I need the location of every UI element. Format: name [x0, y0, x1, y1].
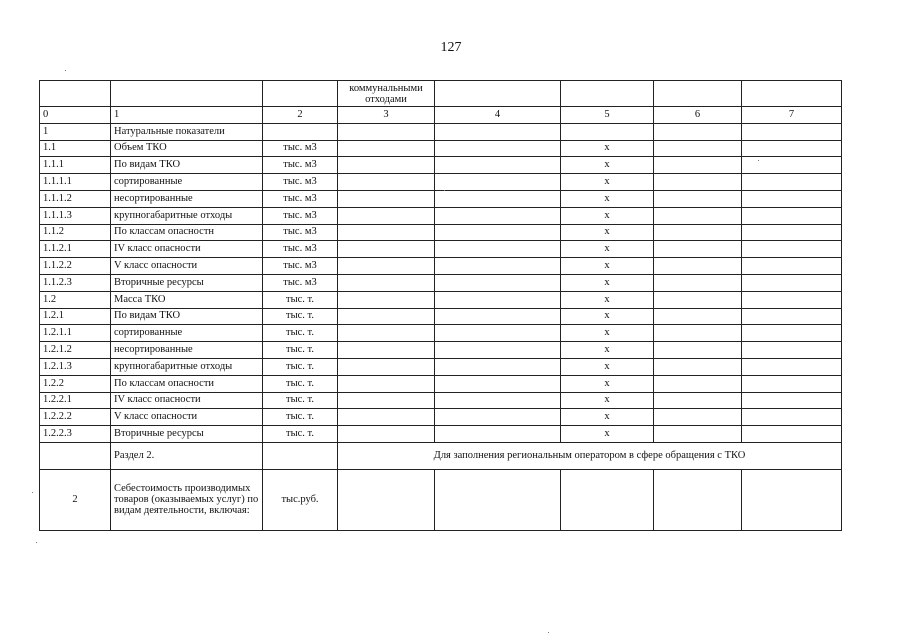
- empty-cell: [654, 469, 742, 530]
- column-number: 1: [111, 107, 263, 124]
- row-col5-mark: x: [561, 174, 654, 191]
- table-row: [40, 123, 842, 140]
- empty-cell: [654, 342, 742, 359]
- row-unit: тыс. м3: [263, 258, 338, 275]
- row-col5-mark: x: [561, 325, 654, 342]
- empty-cell: [742, 140, 842, 157]
- row-unit: тыс. т.: [263, 325, 338, 342]
- row-name: По видам ТКО: [111, 157, 263, 174]
- empty-cell: [435, 140, 561, 157]
- row-name: По классам опасности: [111, 375, 263, 392]
- section-row: [40, 442, 842, 469]
- row-col5-mark: x: [561, 258, 654, 275]
- empty-cell: [435, 409, 561, 426]
- column-number: 2: [263, 107, 338, 124]
- row-code: 1.1.2.1: [40, 241, 111, 258]
- empty-cell: [435, 325, 561, 342]
- row-name: сортированные: [111, 174, 263, 191]
- row-col5-mark: x: [561, 274, 654, 291]
- empty-cell: [435, 123, 561, 140]
- row-unit: тыс. м3: [263, 140, 338, 157]
- row-name: V класс опасности: [111, 409, 263, 426]
- scan-speck: [36, 542, 37, 543]
- row-code: 1.2.1.3: [40, 358, 111, 375]
- row-unit: тыс. т.: [263, 409, 338, 426]
- table-row: [40, 308, 842, 325]
- row-name: По видам ТКО: [111, 308, 263, 325]
- empty-cell: [338, 392, 435, 409]
- empty-cell: [654, 258, 742, 275]
- empty-cell: [654, 358, 742, 375]
- report-table: [39, 80, 842, 531]
- empty-cell: [742, 392, 842, 409]
- empty-cell: [742, 157, 842, 174]
- row-code: 1.2.2: [40, 375, 111, 392]
- table-row: [40, 375, 842, 392]
- row-col5-mark: x: [561, 190, 654, 207]
- empty-cell: [338, 409, 435, 426]
- row-code: 1.1.2.2: [40, 258, 111, 275]
- column-number: 6: [654, 107, 742, 124]
- column-number: 0: [40, 107, 111, 124]
- header-cell: [561, 81, 654, 107]
- empty-cell: [742, 174, 842, 191]
- empty-cell: [654, 140, 742, 157]
- row-unit: тыс. т.: [263, 392, 338, 409]
- empty-cell: [435, 207, 561, 224]
- empty-cell: [654, 174, 742, 191]
- empty-cell: [742, 325, 842, 342]
- row-unit: тыс. т.: [263, 342, 338, 359]
- empty-cell: [435, 291, 561, 308]
- row-code: 1.2: [40, 291, 111, 308]
- row-code: 1.2.2.1: [40, 392, 111, 409]
- page-number: 127: [440, 40, 462, 55]
- row-unit: тыс. м3: [263, 190, 338, 207]
- empty-cell: [435, 174, 561, 191]
- empty-cell: [742, 190, 842, 207]
- empty-cell: [654, 325, 742, 342]
- cost-row-name: Себестоимость производимых товаров (оказываемых услуг) по видам деятельности, включая:: [111, 469, 263, 530]
- row-unit: тыс. м3: [263, 274, 338, 291]
- column-number: 7: [742, 107, 842, 124]
- scan-speck: [548, 632, 549, 633]
- empty-cell: [435, 241, 561, 258]
- column-number: 4: [435, 107, 561, 124]
- column-number-row: [40, 107, 842, 124]
- empty-cell: [338, 140, 435, 157]
- scan-speck: [758, 160, 759, 161]
- row-unit: тыс. т.: [263, 375, 338, 392]
- row-unit: [263, 123, 338, 140]
- row-code: 1.2.2.2: [40, 409, 111, 426]
- table-row: [40, 207, 842, 224]
- table-row: [40, 426, 842, 443]
- row-code: 1.1.1.1: [40, 174, 111, 191]
- row-name: сортированные: [111, 325, 263, 342]
- row-name: Масса ТКО: [111, 291, 263, 308]
- row-col5-mark: x: [561, 157, 654, 174]
- row-code: 1: [40, 123, 111, 140]
- row-col5-mark: x: [561, 426, 654, 443]
- empty-cell: [654, 190, 742, 207]
- empty-cell: [435, 392, 561, 409]
- empty-cell: [338, 123, 435, 140]
- row-unit: тыс. т.: [263, 426, 338, 443]
- empty-cell: [654, 409, 742, 426]
- row-col5-mark: x: [561, 409, 654, 426]
- row-name: По классам опасностн: [111, 224, 263, 241]
- empty-cell: [338, 426, 435, 443]
- table-row: [40, 291, 842, 308]
- empty-cell: [742, 358, 842, 375]
- header-cell: [263, 81, 338, 107]
- table-row: [40, 342, 842, 359]
- cost-row-unit: тыс.руб.: [263, 469, 338, 530]
- empty-cell: [435, 308, 561, 325]
- row-unit: тыс. м3: [263, 241, 338, 258]
- empty-cell: [338, 325, 435, 342]
- cost-row-code: 2: [40, 469, 111, 530]
- header-cell: [742, 81, 842, 107]
- header-cell: [654, 81, 742, 107]
- column-number: 3: [338, 107, 435, 124]
- row-unit: тыс. т.: [263, 358, 338, 375]
- table-row: [40, 224, 842, 241]
- empty-cell: [654, 375, 742, 392]
- table-row: [40, 174, 842, 191]
- empty-cell: [435, 375, 561, 392]
- empty-cell: [435, 469, 561, 530]
- empty-cell: [742, 375, 842, 392]
- empty-cell: [338, 375, 435, 392]
- table-row: [40, 392, 842, 409]
- row-col5-mark: [561, 123, 654, 140]
- empty-cell: [654, 291, 742, 308]
- empty-cell: [338, 258, 435, 275]
- column-number: 5: [561, 107, 654, 124]
- table-row: [40, 274, 842, 291]
- row-name: несортированные: [111, 190, 263, 207]
- empty-cell: [435, 224, 561, 241]
- empty-cell: [338, 241, 435, 258]
- empty-cell: [654, 241, 742, 258]
- row-col5-mark: x: [561, 291, 654, 308]
- row-col5-mark: x: [561, 358, 654, 375]
- row-unit: тыс. м3: [263, 207, 338, 224]
- empty-cell: [654, 392, 742, 409]
- header-cell: [111, 81, 263, 107]
- empty-cell: [435, 157, 561, 174]
- empty-cell: [742, 258, 842, 275]
- empty-cell: [654, 123, 742, 140]
- header-cell: [435, 81, 561, 107]
- empty-cell: [654, 207, 742, 224]
- row-unit: тыс. м3: [263, 224, 338, 241]
- scan-speck: [32, 492, 33, 493]
- table-row: [40, 258, 842, 275]
- row-code: 1.1.2: [40, 224, 111, 241]
- table-row: [40, 157, 842, 174]
- empty-cell: [654, 157, 742, 174]
- empty-cell: [742, 274, 842, 291]
- row-code: 1.1.1.2: [40, 190, 111, 207]
- empty-cell: [338, 157, 435, 174]
- empty-cell: [742, 207, 842, 224]
- empty-cell: [435, 274, 561, 291]
- empty-cell: [742, 426, 842, 443]
- row-unit: тыс. т.: [263, 308, 338, 325]
- section-unit-cell: [263, 442, 338, 469]
- row-col5-mark: x: [561, 241, 654, 258]
- row-name: несортированные: [111, 342, 263, 359]
- empty-cell: [742, 224, 842, 241]
- cost-row: [40, 469, 842, 530]
- row-code: 1.2.1.2: [40, 342, 111, 359]
- empty-cell: [338, 308, 435, 325]
- row-col5-mark: x: [561, 375, 654, 392]
- row-name: Натуральные показатели: [111, 123, 263, 140]
- table-row: [40, 190, 842, 207]
- empty-cell: [338, 190, 435, 207]
- header-row-continued: [40, 81, 842, 107]
- empty-cell: [561, 469, 654, 530]
- row-name: крупногабаритные отходы: [111, 358, 263, 375]
- empty-cell: [338, 291, 435, 308]
- section-code-cell: [40, 442, 111, 469]
- empty-cell: [742, 469, 842, 530]
- row-name: Вторичные ресурсы: [111, 426, 263, 443]
- row-name: V класс опасности: [111, 258, 263, 275]
- empty-cell: [435, 258, 561, 275]
- row-code: 1.1.1.3: [40, 207, 111, 224]
- scan-speck: [65, 70, 66, 71]
- row-code: 1.1.1: [40, 157, 111, 174]
- empty-cell: [338, 358, 435, 375]
- row-col5-mark: x: [561, 392, 654, 409]
- empty-cell: [338, 469, 435, 530]
- header-cell-col3: коммунальными отходами: [338, 81, 435, 107]
- table-row: [40, 140, 842, 157]
- empty-cell: [654, 224, 742, 241]
- row-unit: тыс. т.: [263, 291, 338, 308]
- empty-cell: [654, 426, 742, 443]
- empty-cell: [338, 274, 435, 291]
- table-row: [40, 325, 842, 342]
- scan-speck: [444, 190, 445, 191]
- row-name: Объем ТКО: [111, 140, 263, 157]
- empty-cell: [435, 342, 561, 359]
- row-code: 1.1: [40, 140, 111, 157]
- empty-cell: [742, 342, 842, 359]
- row-name: IV класс опасности: [111, 241, 263, 258]
- row-code: 1.2.1.1: [40, 325, 111, 342]
- row-col5-mark: x: [561, 308, 654, 325]
- empty-cell: [742, 291, 842, 308]
- empty-cell: [654, 274, 742, 291]
- empty-cell: [742, 241, 842, 258]
- empty-cell: [435, 426, 561, 443]
- empty-cell: [742, 123, 842, 140]
- row-col5-mark: x: [561, 207, 654, 224]
- row-col5-mark: x: [561, 224, 654, 241]
- table-row: [40, 409, 842, 426]
- row-unit: тыс. м3: [263, 157, 338, 174]
- row-unit: тыс. м3: [263, 174, 338, 191]
- empty-cell: [435, 358, 561, 375]
- empty-cell: [338, 207, 435, 224]
- empty-cell: [654, 308, 742, 325]
- row-code: 1.2.1: [40, 308, 111, 325]
- empty-cell: [742, 409, 842, 426]
- row-name: крупногабаритные отходы: [111, 207, 263, 224]
- empty-cell: [435, 190, 561, 207]
- row-col5-mark: x: [561, 342, 654, 359]
- table-row: [40, 241, 842, 258]
- row-code: 1.2.2.3: [40, 426, 111, 443]
- table-row: [40, 358, 842, 375]
- empty-cell: [338, 224, 435, 241]
- empty-cell: [338, 342, 435, 359]
- row-col5-mark: x: [561, 140, 654, 157]
- row-code: 1.1.2.3: [40, 274, 111, 291]
- section-title: Раздел 2.: [111, 442, 263, 469]
- empty-cell: [742, 308, 842, 325]
- header-cell: [40, 81, 111, 107]
- empty-cell: [338, 174, 435, 191]
- row-name: Вторичные ресурсы: [111, 274, 263, 291]
- section-note: Для заполнения региональным оператором в сфере обращения с ТКО: [338, 442, 842, 469]
- row-name: IV класс опасности: [111, 392, 263, 409]
